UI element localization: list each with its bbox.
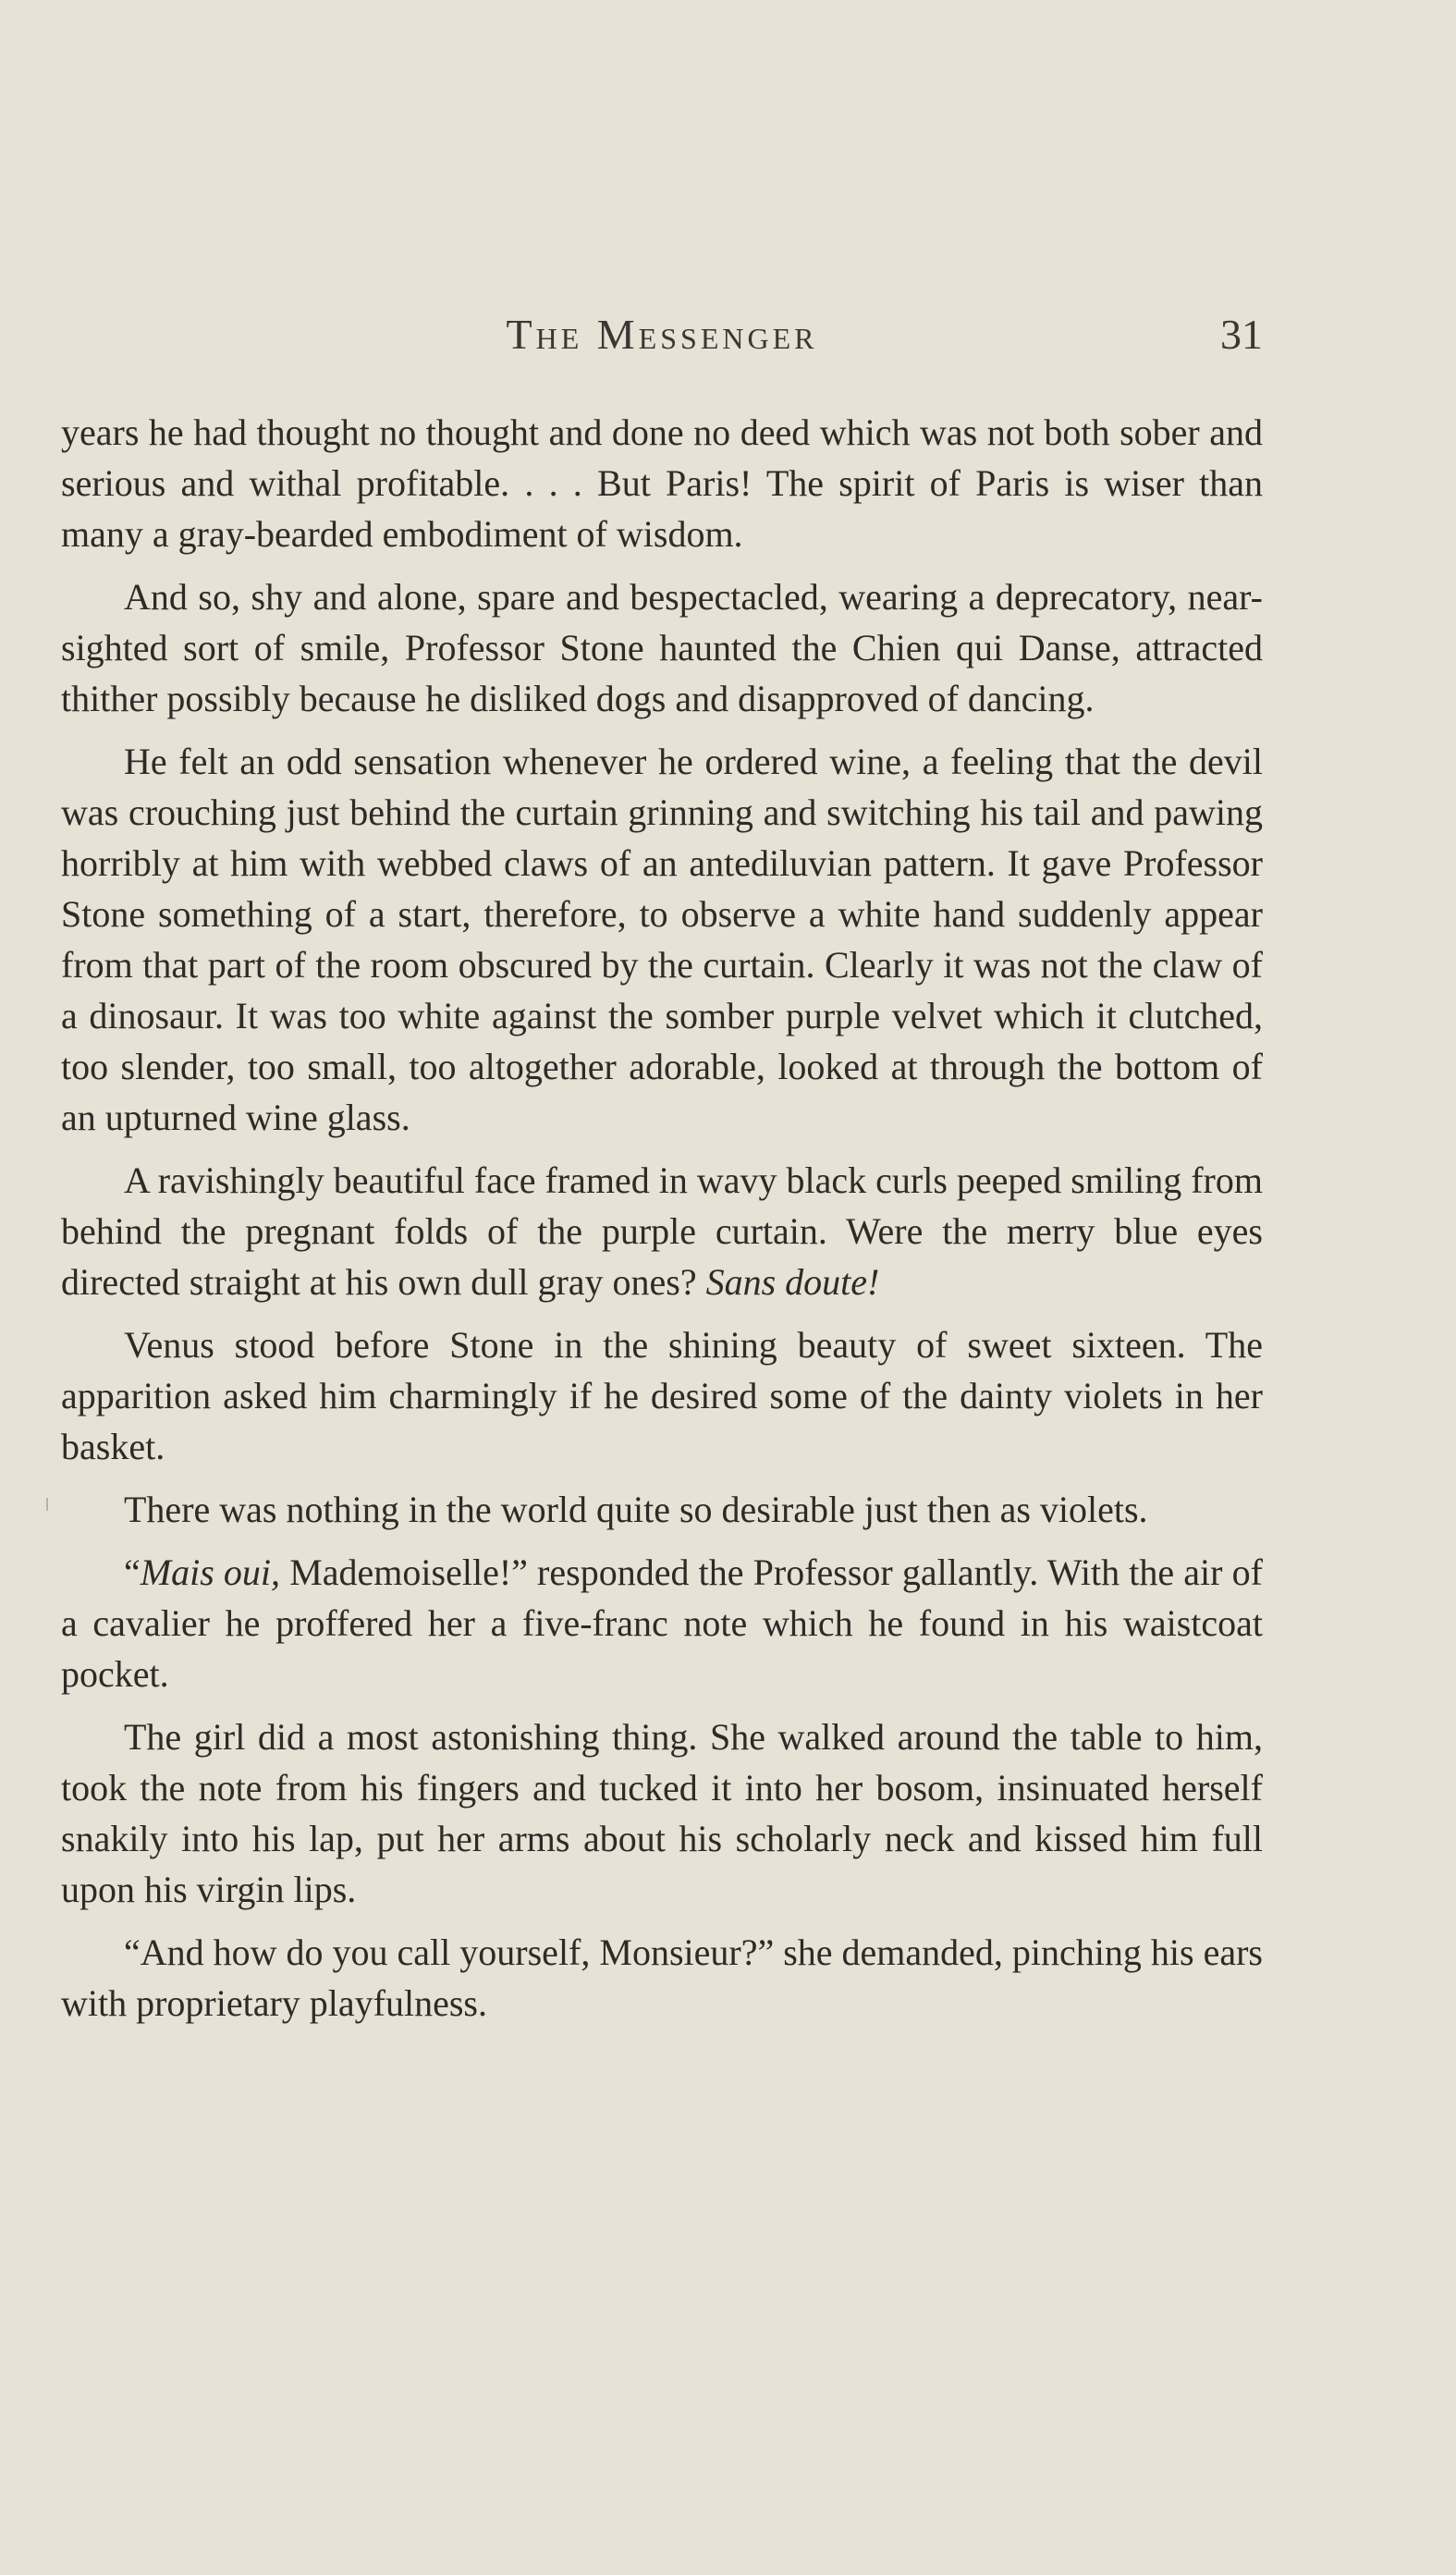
paragraph-7-text: Mademoiselle!” responded the Professor gallantly. With the air of a cavalier he proffered her a five-franc note which he found in his waistcoat pocket.	[61, 1551, 1263, 1695]
paragraph-2-text: And so, shy and alone, spare and bespectacled, wearing a deprecatory, near-sighted sort of smile, Professor Stone haunted the Chien qui Danse, attracted thither possibly because he disliked dogs and disapproved of dancing.	[61, 576, 1263, 719]
paragraph-9-text: “And how do you call yourself, Monsieur?” she demanded, pinching his ears with proprietary playfulness.	[61, 1931, 1263, 2024]
body-text	[61, 407, 1263, 2041]
paragraph-8	[61, 1711, 1263, 1915]
paragraph-5	[61, 1319, 1263, 1472]
paragraph-2	[61, 571, 1263, 724]
paragraph-4	[61, 1155, 1263, 1307]
paragraph-1-text: years he had thought no thought and done no deed which was not both sober and serious and withal profitable. . . . But Paris! The spirit of Paris is wiser than many a gray-bearded embodiment of wisdom.	[61, 411, 1263, 555]
page-number: 31	[1220, 311, 1263, 358]
paragraph-7-italic: Mais oui,	[140, 1551, 281, 1593]
paragraph-9	[61, 1927, 1263, 2029]
running-title: The Messenger	[506, 311, 818, 358]
paragraph-3-text: He felt an odd sensation whenever he ordered wine, a feeling that the devil was crouching just behind the curtain grinning and switching his tail and pawing horribly at him with webbed claws of an antediluvian pattern. It gave Professor Stone something of a start, therefore, to observe a white hand suddenly appear from that part of the room obscured by the curtain. Clearly it was not the claw of a dinosaur. It was too white against the somber purple velvet which it clutched, too slender, too small, too altogether adorable, looked at through the bottom of an upturned wine glass.	[61, 741, 1263, 1138]
paragraph-7	[61, 1547, 1263, 1699]
paragraph-5-text: Venus stood before Stone in the shining beauty of sweet sixteen. The apparition asked him charmingly if he desired some of the dainty violets in her basket.	[61, 1324, 1263, 1467]
paragraph-6-text: There was nothing in the world quite so desirable just then as violets.	[124, 1489, 1148, 1530]
paragraph-1	[61, 407, 1263, 559]
paragraph-7-open-quote: “	[124, 1551, 141, 1593]
running-head	[61, 307, 1263, 362]
paragraph-6	[61, 1484, 1263, 1535]
paragraph-3	[61, 736, 1263, 1143]
paragraph-8-text: The girl did a most astonishing thing. She walked around the table to him, took the note from his fingers and tucked it into her bosom, insinuated herself snakily into his lap, put her arms about his scholarly neck and kissed him full upon his virgin lips.	[61, 1716, 1263, 1910]
margin-mark	[46, 1498, 48, 1511]
paragraph-4-text: A ravishingly beautiful face framed in wavy black curls peeped smiling from behind the pregnant folds of the purple curtain. Were the merry blue eyes directed straight at his own dull gray ones?	[61, 1159, 1263, 1303]
paragraph-4-italic: Sans doute!	[705, 1261, 880, 1303]
